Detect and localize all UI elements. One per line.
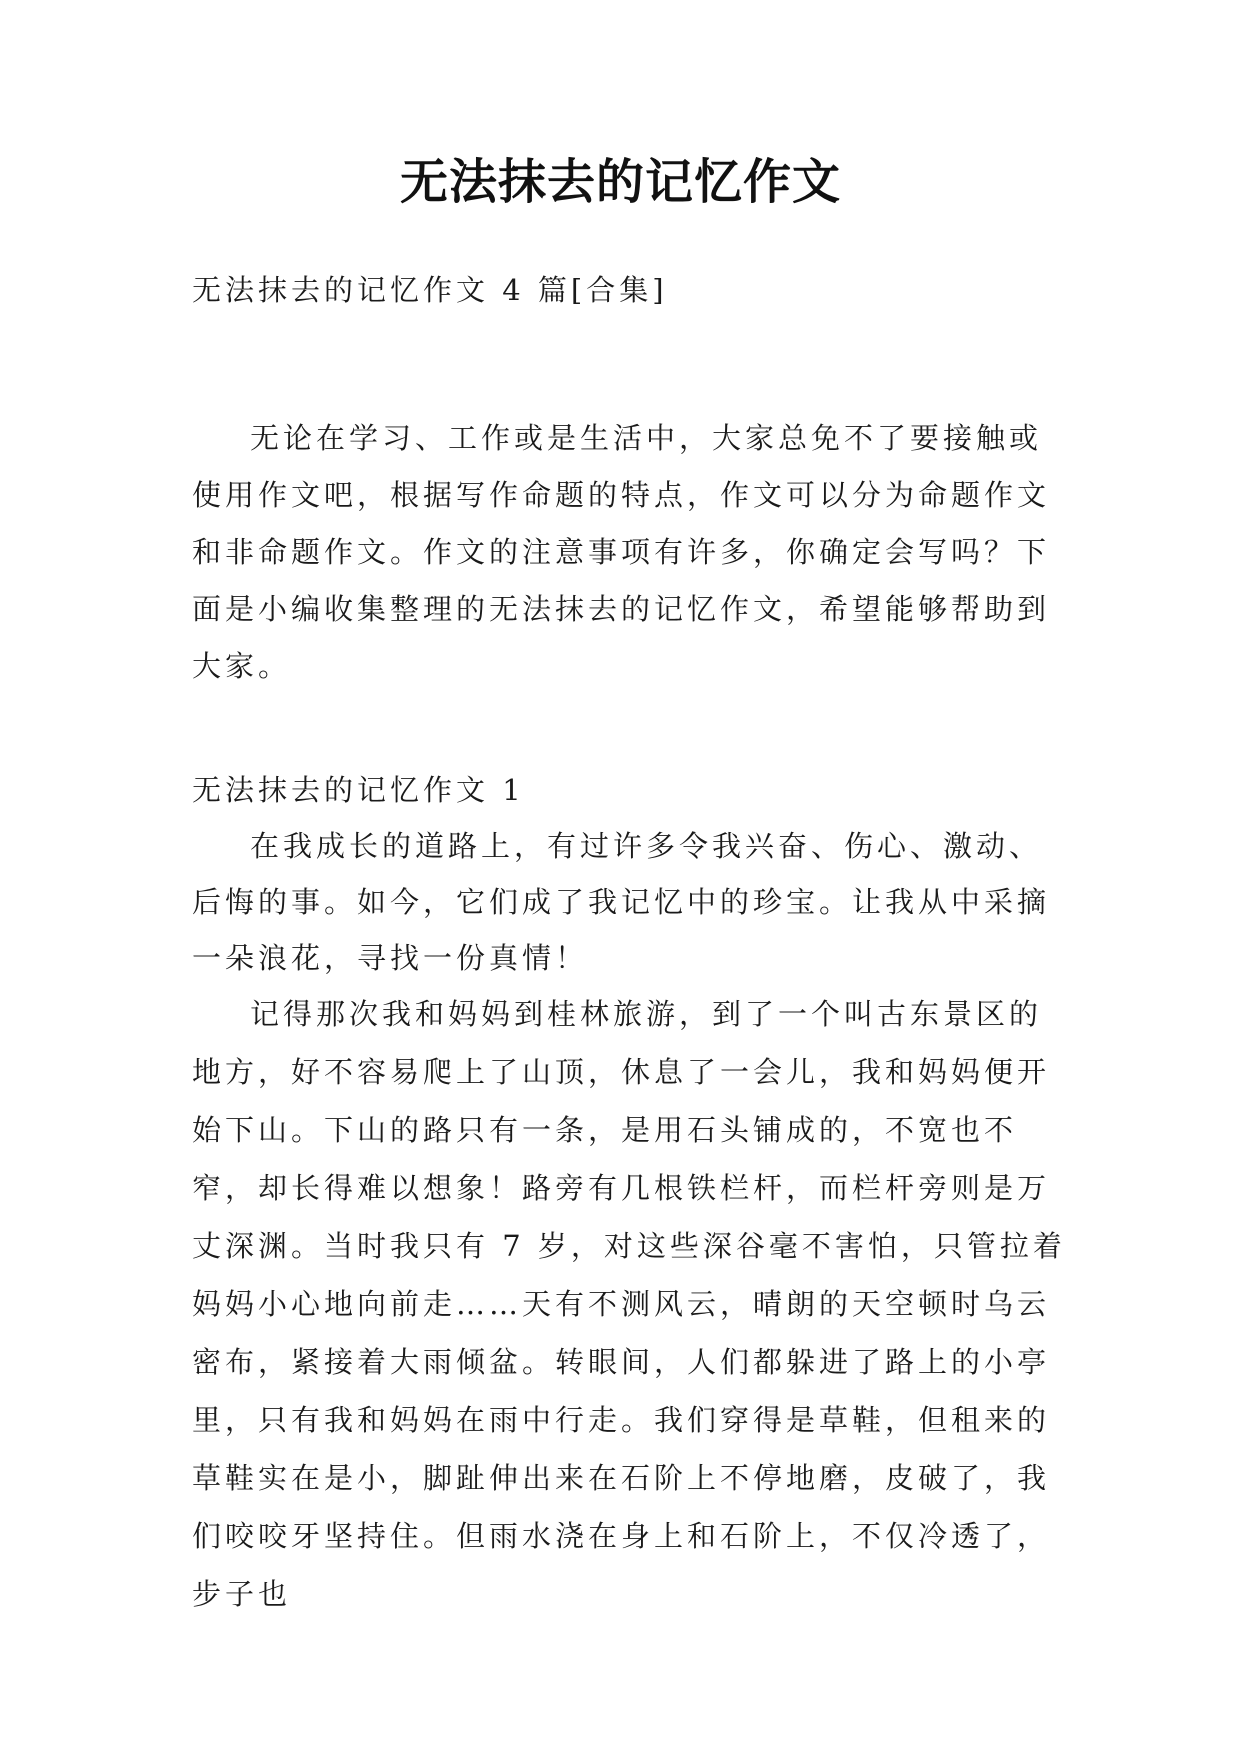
intro-paragraph: 无论在学习、工作或是生活中，大家总免不了要接触或使用作文吧，根据写作命题的特点，作文可以分为命题作文和非命题作文。作文的注意事项有许多，你确定会写吗？下面是小编收集整理的无法抹去的记忆作文，希望能够帮助到大家。 (192, 421, 1051, 683)
document-title: 无法抹去的记忆作文 (399, 154, 841, 210)
body-paragraph-2: 记得那次我和妈妈到桂林旅游，到了一个叫古东景区的地方，好不容易爬上了山顶，休息了一会儿，我和妈妈便开始下山。下山的路只有一条，是用石头铺成的，不宽也不窄，却长得难以想象！路旁有几根铁栏杆，而栏杆旁则是万丈深渊。当时我只有 7 岁，对这些深谷毫不害怕，只管拉着妈妈小心地向前走……天有不测风云，晴朗的天空顿时乌云密布，紧接着大雨倾盆。转眼间，人们都躲进了路上的小亭里，只有我和妈妈在雨中行走。我们穿得是草鞋，但租来的草鞋实在是小，脚趾伸出来在石阶上不停地磨，皮破了，我们咬咬牙坚持住。但雨水浇在身上和石阶上，不仅冷透了，步子也 (192, 997, 1066, 1611)
body-paragraph-1: 在我成长的道路上，有过许多令我兴奋、伤心、激动、后悔的事。如今，它们成了我记忆中的珍宝。让我从中采摘一朵浪花，寻找一份真情！ (192, 829, 1051, 975)
section-heading: 无法抹去的记忆作文 1 (192, 773, 525, 807)
document-subtitle: 无法抹去的记忆作文 4 篇[合集] (192, 273, 668, 307)
